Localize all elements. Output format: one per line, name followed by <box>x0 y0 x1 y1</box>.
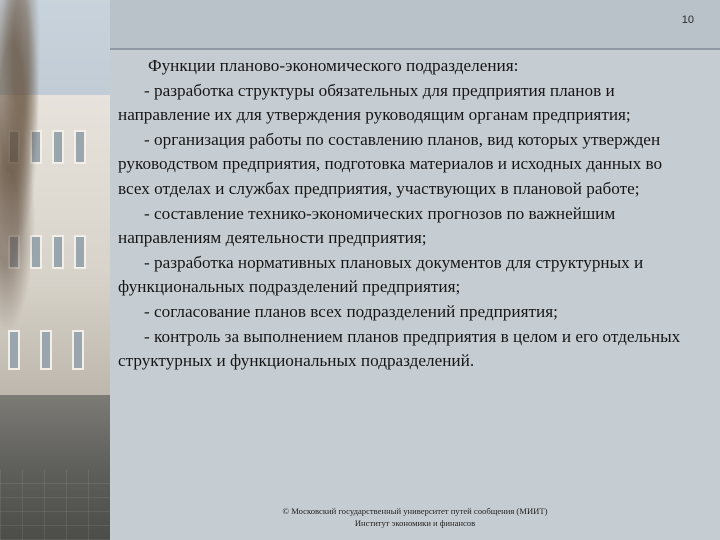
list-item: - контроль за выполнением планов предприятия в целом и его отдельных структурных и функциональных подразделений. <box>118 326 681 371</box>
tree-branches <box>0 0 60 360</box>
slide-heading: Функции планово-экономического подразделения: <box>148 56 519 75</box>
list-item: - разработка структуры обязательных для предприятия планов и направление их для утверждения руководящим органам предприятия; <box>118 80 631 125</box>
slide-number: 10 <box>681 14 694 26</box>
paving-tiles <box>0 470 110 540</box>
list-item: - разработка нормативных плановых документов для структурных и функциональных подразделений предприятия; <box>118 252 644 297</box>
building-photo <box>0 0 110 540</box>
list-item: - согласование планов всех подразделений предприятия; <box>144 301 558 321</box>
divider-line <box>110 48 720 50</box>
list-item: - организация работы по составлению планов, вид которых утвержден руководством предприятия, подготовка материалов и исходных данных во всех отделах и службах предприятия, участвующих в плановой работе; <box>118 129 663 198</box>
window <box>74 130 86 164</box>
window <box>74 235 86 269</box>
slide-body <box>118 54 688 374</box>
list-item: - составление технико-экономических прогнозов по важнейшим направлениям деятельности предприятия; <box>118 203 616 248</box>
footer-institute: Институт экономики и финансов <box>354 518 476 528</box>
footer-copyright: © Московский государственный университет путей сообщения (МИИТ) <box>282 506 548 516</box>
window <box>72 330 84 370</box>
footer <box>110 505 720 529</box>
